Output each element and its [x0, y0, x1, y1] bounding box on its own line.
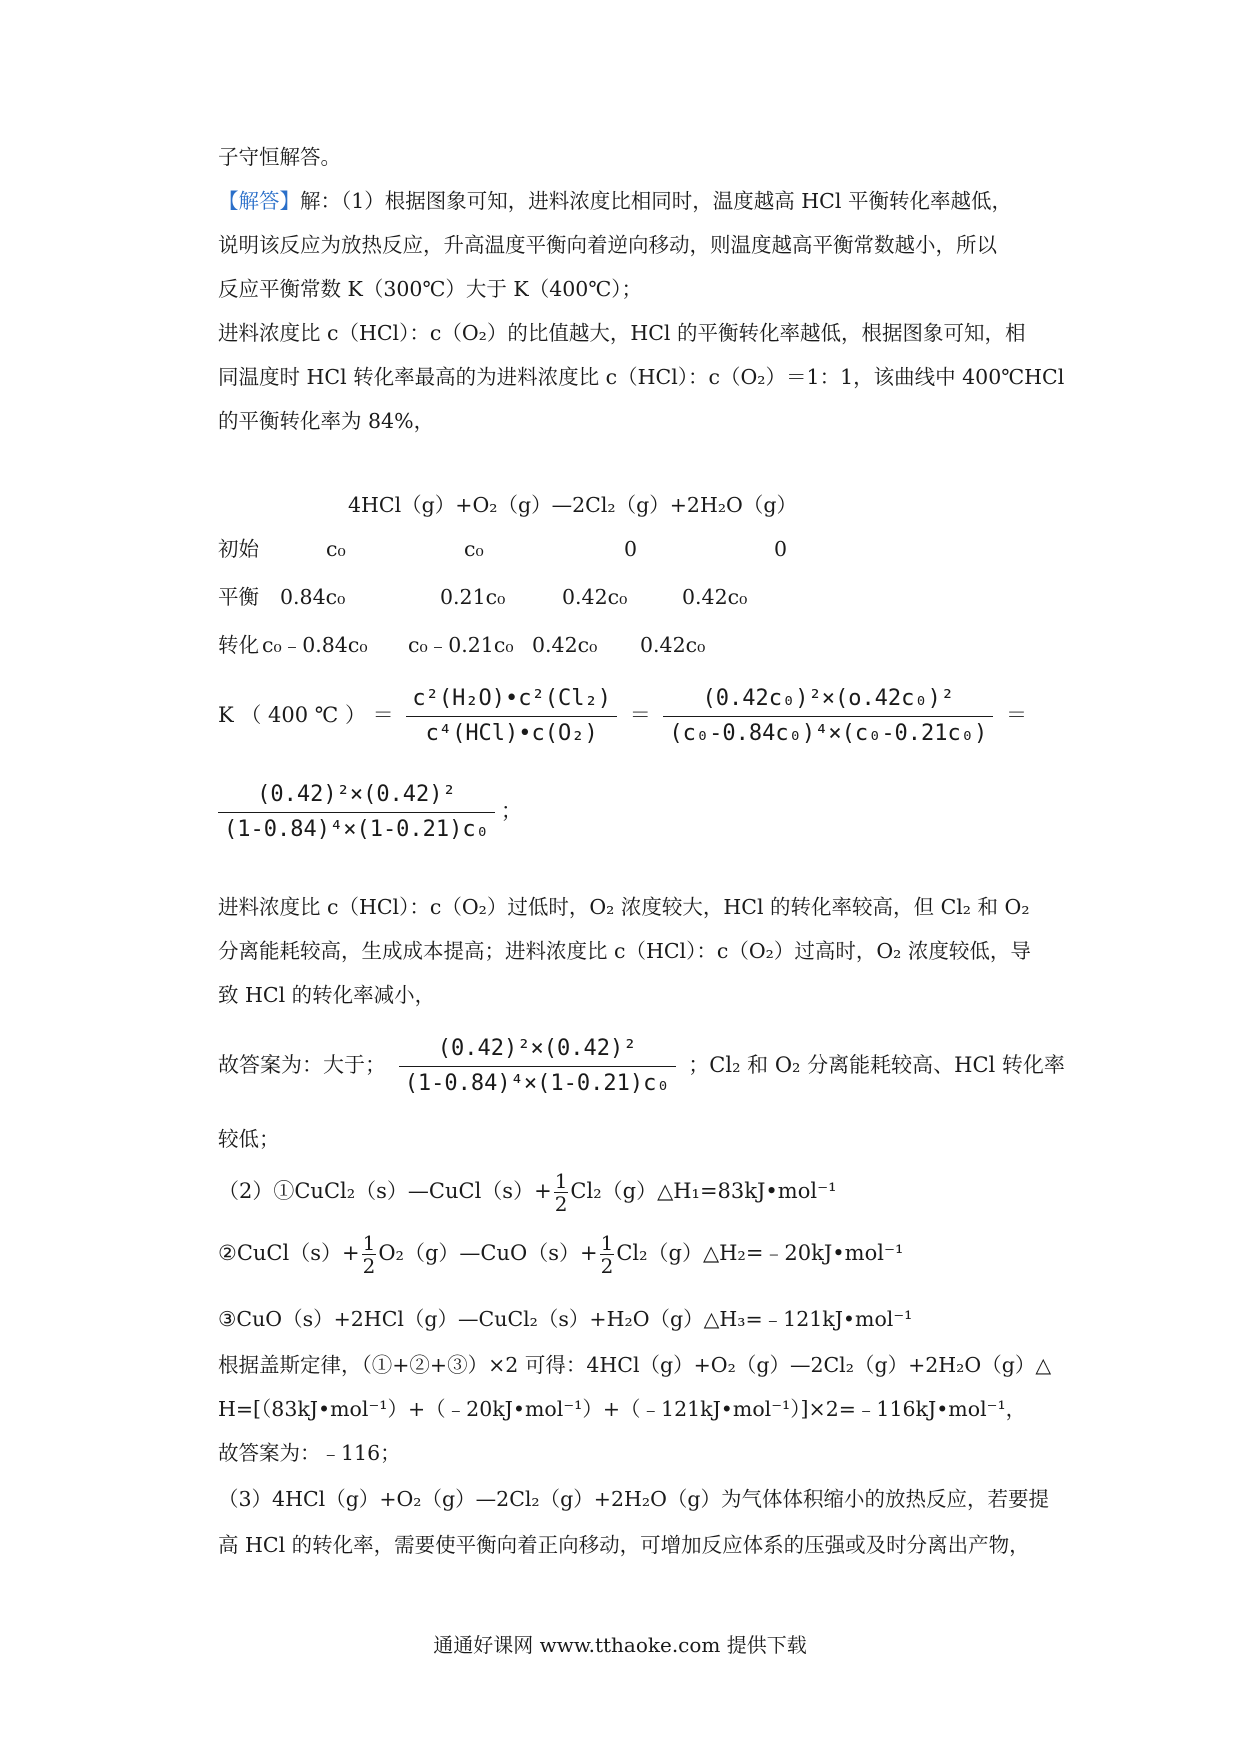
reaction-text: ②CuCl（s）+ — [218, 1241, 360, 1265]
row-label: 转化 — [218, 633, 259, 657]
answer-suffix: ；Cl₂ 和 O₂ 分离能耗较高、HCl 转化率 — [688, 1053, 1065, 1077]
text-line: 说明该反应为放热反应，升高温度平衡向着逆向移动，则温度越高平衡常数越小，所以 — [218, 233, 997, 257]
table-cell: 0.42c₀ — [682, 585, 748, 609]
text-line: 致 HCl 的转化率减小， — [218, 983, 436, 1007]
table-cell: 0 — [774, 537, 788, 561]
text-line: 反应平衡常数 K（300℃）大于 K（400℃）； — [218, 277, 643, 301]
table-cell: c₀﹣0.84c₀ — [262, 633, 368, 657]
text-line: 较低； — [218, 1127, 280, 1151]
fraction-denominator: (c₀-0.84c₀)⁴×(c₀-0.21c₀) — [669, 721, 988, 746]
text-line: （3）4HCl（g）+O₂（g）—2Cl₂（g）+2H₂O（g）为气体体积缩小的放热反应，若要提 — [218, 1487, 1050, 1511]
equals-sign: ＝ — [1005, 703, 1027, 727]
reaction-equation: 4HCl（g）+O₂（g）—2Cl₂（g）+2H₂O（g） — [348, 493, 797, 517]
half-fraction — [600, 1232, 615, 1277]
fraction-denominator: 2 — [600, 1254, 614, 1278]
fraction-2 — [663, 682, 993, 751]
text-line — [218, 186, 1058, 216]
answer-fraction — [399, 1032, 676, 1101]
table-row-initial — [218, 534, 1058, 564]
reaction-text: （2）①CuCl₂（s）—CuCl（s）+ — [218, 1179, 552, 1203]
answer-line — [218, 1032, 1065, 1101]
text-line: H=[（83kJ•mol⁻¹）+（﹣20kJ•mol⁻¹）+（﹣121kJ•mol⁻¹）]×2=﹣116kJ•mol⁻¹， — [218, 1397, 1027, 1421]
row-label: 初始 — [218, 537, 259, 561]
table-cell: c₀ — [464, 537, 484, 561]
reaction-text: Cl₂（g）△H₂=﹣20kJ•mol⁻¹ — [616, 1241, 904, 1265]
fraction-numerator: 1 — [554, 1169, 568, 1193]
text-line: 根据盖斯定律，（①+②+③）×2 可得：4HCl（g）+O₂（g）—2Cl₂（g）+2H₂O（g）△ — [218, 1353, 1052, 1377]
answer-prefix: 故答案为：大于； — [218, 1053, 386, 1077]
equals-sign: ＝ — [629, 703, 651, 727]
table-cell: c₀ — [326, 537, 346, 561]
text-line: 的平衡转化率为 84%， — [218, 409, 435, 433]
table-row-change — [218, 630, 1058, 660]
fraction-1 — [406, 682, 617, 751]
reaction-1 — [218, 1170, 1058, 1215]
table-cell: 0.21c₀ — [440, 585, 506, 609]
fraction-numerator: c²(H₂O)•c²(Cl₂) — [406, 682, 617, 717]
text-line: 子守恒解答。 — [218, 145, 341, 169]
fraction-numerator: 1 — [362, 1231, 376, 1255]
reaction-text: Cl₂（g）△H₁=83kJ•mol⁻¹ — [570, 1179, 837, 1203]
table-cell: c₀﹣0.21c₀ — [408, 633, 514, 657]
fraction-numerator: (0.42)²×(0.42)² — [218, 778, 495, 813]
table-cell: 0.42c₀ — [562, 585, 628, 609]
fraction-denominator: c⁴(HCl)•c(O₂) — [425, 721, 598, 746]
k-result-line — [218, 778, 1058, 847]
equilibrium-constant-expression — [218, 682, 1058, 751]
page-footer: 通通好课网 www.tthaoke.com 提供下载 — [433, 1633, 807, 1657]
answer-tag: 【解答】 — [218, 189, 300, 213]
table-row-equilibrium — [218, 582, 1058, 612]
text-line: 进料浓度比 c（HCl）：c（O₂）过低时，O₂ 浓度较大，HCl 的转化率较高，但 Cl₂ 和 O₂ — [218, 895, 1030, 919]
fraction-denominator: 2 — [362, 1254, 376, 1278]
text-line: 故答案为：﹣116； — [218, 1441, 401, 1465]
text-line: 进料浓度比 c（HCl）：c（O₂）的比值越大，HCl 的平衡转化率越低，根据图象可知，相 — [218, 321, 1026, 345]
text-line: 高 HCl 的转化率，需要使平衡向着正向移动，可增加反应体系的压强或及时分离出产物， — [218, 1533, 1030, 1557]
table-cell: 0.84c₀ — [280, 585, 346, 609]
reaction-text: O₂（g）—CuO（s）+ — [378, 1241, 598, 1265]
table-cell: 0.42c₀ — [532, 633, 598, 657]
half-fraction — [362, 1232, 377, 1277]
fraction-denominator: (1-0.84)⁴×(1-0.21)c₀ — [404, 1071, 670, 1096]
text-line: 分离能耗较高，生成成本提高；进料浓度比 c（HCl）：c（O₂）过高时，O₂ 浓度较低，导 — [218, 939, 1031, 963]
fraction-denominator: (1-0.84)⁴×(1-0.21)c₀ — [224, 817, 489, 842]
k-label: K （ 400 ℃ ） ＝ — [218, 703, 394, 727]
text-line: 同温度时 HCl 转化率最高的为进料浓度比 c（HCl）：c（O₂）＝1：1，该曲线中 400℃HCl — [218, 365, 1065, 389]
half-fraction — [554, 1170, 569, 1215]
fraction-numerator: (0.42c₀)²×(o.42c₀)² — [663, 682, 993, 717]
row-label: 平衡 — [218, 585, 259, 609]
table-cell: 0 — [624, 537, 638, 561]
fraction-numerator: (0.42)²×(0.42)² — [399, 1032, 676, 1067]
fraction-denominator: 2 — [554, 1192, 568, 1216]
table-cell: 0.42c₀ — [640, 633, 706, 657]
text-span: 解：（1）根据图象可知，进料浓度比相同时，温度越高 HCl 平衡转化率越低， — [300, 189, 1012, 213]
semicolon: ； — [500, 799, 522, 823]
fraction-3 — [218, 778, 495, 847]
reaction-2 — [218, 1232, 1058, 1277]
reaction-3: ③CuO（s）+2HCl（g）—CuCl₂（s）+H₂O（g）△H₃=﹣121kJ•mol⁻¹ — [218, 1307, 913, 1331]
fraction-numerator: 1 — [600, 1231, 614, 1255]
